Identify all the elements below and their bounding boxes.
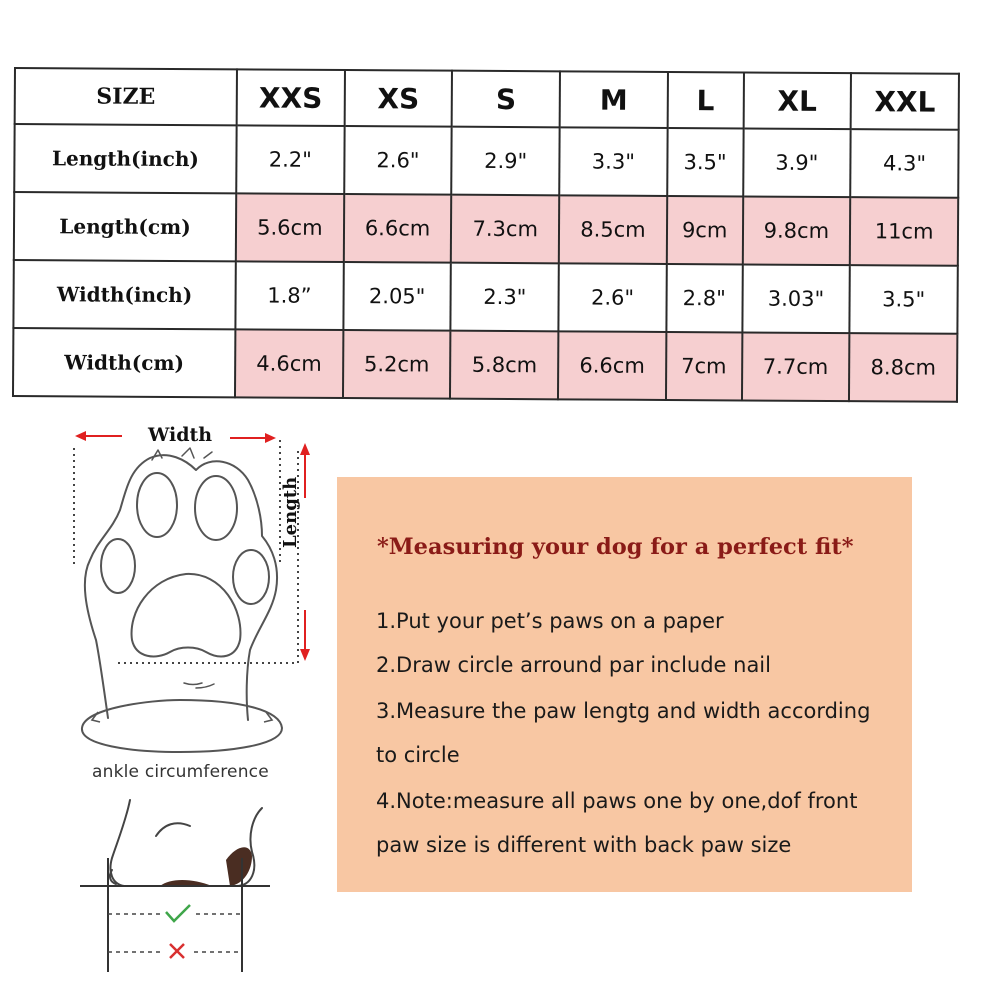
- table-cell: 2.8": [666, 264, 742, 332]
- table-cell: 3.9": [743, 128, 851, 197]
- table-cell: 7.7cm: [741, 332, 849, 401]
- paw-pad-icon: [226, 847, 252, 886]
- instruction-line: 2.Draw circle arround par include nail: [376, 653, 771, 677]
- dotted-guides: [74, 440, 298, 663]
- table-cell: 5.2cm: [343, 330, 451, 399]
- ankle-circumference-label: ankle circumference: [92, 762, 269, 782]
- instruction-line: paw size is different with back paw size: [376, 833, 792, 857]
- table-cell: 4.6cm: [235, 329, 343, 398]
- row-label: Width(cm): [13, 328, 235, 397]
- size-chart-table: [12, 67, 960, 403]
- size-cell-xl: XL: [743, 72, 851, 129]
- size-header-cell: SIZE: [15, 68, 237, 125]
- table-cell: 5.8cm: [450, 331, 558, 400]
- table-cell: 6.6cm: [344, 194, 452, 263]
- table-cell: 3.03": [742, 264, 850, 333]
- table-cell: 7cm: [666, 332, 742, 400]
- instruction-line: 4.Note:measure all paws one by one,dof front: [376, 789, 858, 813]
- size-cell-xs: XS: [344, 70, 452, 127]
- table-cell: 2.05": [343, 262, 451, 331]
- instruction-line: 1.Put your pet’s paws on a paper: [376, 609, 724, 633]
- length-label: Length: [280, 476, 301, 548]
- table-cell: 3.5": [667, 128, 743, 196]
- table-cell: 3.5": [850, 265, 958, 334]
- table-cell: 2.6": [344, 126, 452, 195]
- table-cell: 2.6": [559, 263, 667, 332]
- table-cell: 3.3": [559, 127, 667, 196]
- size-cell-xxl: XXL: [851, 73, 959, 130]
- instructions-title: *Measuring your dog for a perfect fit*: [377, 534, 854, 560]
- nail-side-view-diagram: [78, 790, 278, 980]
- table-cell: 4.3": [850, 129, 958, 198]
- cross-icon: [170, 944, 184, 958]
- table-cell: 2.9": [452, 127, 560, 196]
- table-cell: 8.8cm: [849, 333, 957, 402]
- paw-measurement-diagram: [60, 415, 330, 815]
- table-row-length-cm: [14, 192, 958, 266]
- row-label: Length(inch): [14, 124, 236, 193]
- table-row-length-inch: [14, 124, 958, 198]
- size-cell-s: S: [452, 71, 560, 128]
- size-cell-xxs: XXS: [237, 69, 345, 126]
- table-header-row: [15, 68, 959, 130]
- table-row-width-cm: [13, 328, 957, 402]
- table-cell: 1.8”: [235, 261, 343, 330]
- measuring-instructions-panel: [337, 477, 912, 892]
- row-label: Length(cm): [14, 192, 236, 261]
- table-cell: 2.2": [236, 125, 344, 194]
- ankle-ring-icon: [82, 700, 282, 752]
- table-cell: 11cm: [850, 197, 958, 266]
- width-label: Width: [148, 424, 213, 446]
- table-cell: 9cm: [667, 196, 743, 264]
- table-cell: 8.5cm: [559, 195, 667, 264]
- instruction-line: to circle: [376, 743, 460, 767]
- table-row-width-inch: [13, 260, 957, 334]
- table-cell: 7.3cm: [451, 195, 559, 264]
- table-cell: 2.3": [451, 263, 559, 332]
- table-cell: 5.6cm: [236, 193, 344, 262]
- row-label: Width(inch): [13, 260, 235, 329]
- size-cell-m: M: [560, 71, 668, 128]
- table-cell: 6.6cm: [558, 331, 666, 400]
- paw-outline-icon: [85, 448, 277, 720]
- check-icon: [166, 905, 190, 921]
- instruction-line: 3.Measure the paw lengtg and width according: [376, 699, 871, 723]
- length-arrow-icon: [300, 443, 310, 661]
- table-cell: 9.8cm: [742, 196, 850, 265]
- size-cell-l: L: [667, 72, 743, 128]
